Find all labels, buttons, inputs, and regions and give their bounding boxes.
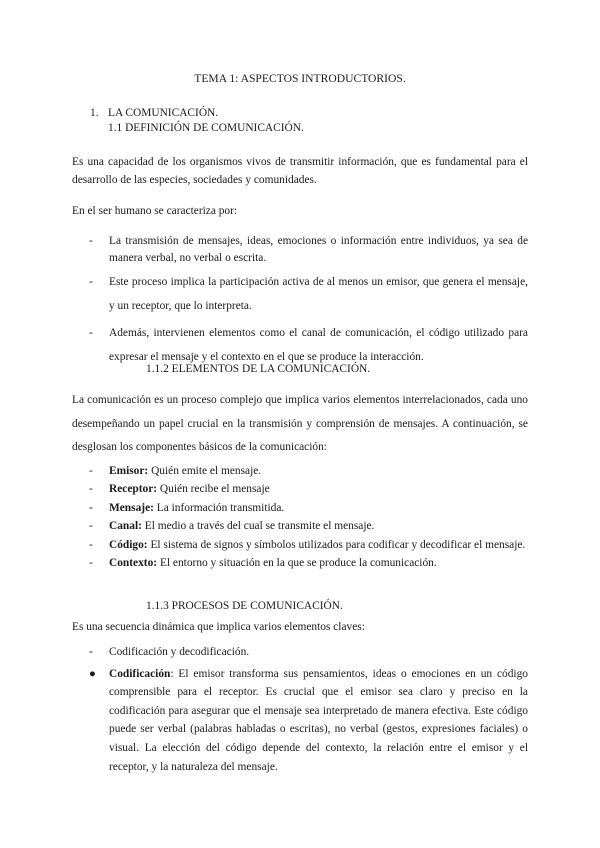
subsection-heading-elements: 1.1.2 ELEMENTOS DE LA COMUNICACIÓN. bbox=[146, 363, 371, 375]
processes-paragraph: Es una secuencia dinámica que implica varios elementos claves: bbox=[72, 621, 365, 633]
human-intro-paragraph: En el ser humano se caracteriza por: bbox=[72, 205, 238, 217]
list-item bbox=[72, 643, 528, 662]
definition-paragraph: Es una capacidad de los organismos vivos de transmitir información, que es fundamental para el desarrollo de las especies, sociedades y comunidades. bbox=[72, 156, 528, 186]
term: Codificación bbox=[109, 667, 171, 680]
list-item bbox=[72, 537, 528, 554]
definition: El sistema de signos y símbolos utilizados para codificar y decodificar el mensaje. bbox=[147, 538, 526, 551]
definition: : El emisor transforma sus pensamientos, ideas o emociones en un código comprensible para el receptor. Es crucial que el emisor sea claro y preciso en la codificación para asegurar que el mensaje sea interpretado de manera efectiva. Este código puede ser verbal (palabras habladas o escritas), no verbal (gestos, expresiones faciales) o visual. La elección del código depende del contexto, la relación entre el emisor y el receptor, y la naturaleza del mensaje. bbox=[109, 667, 528, 773]
dash-bullet: - bbox=[89, 327, 93, 339]
term: Contexto: bbox=[109, 557, 158, 570]
dash-bullet: - bbox=[89, 520, 93, 533]
list-item bbox=[72, 233, 528, 267]
elements-list bbox=[72, 463, 528, 572]
dash-bullet: - bbox=[89, 538, 93, 551]
list-item bbox=[72, 321, 528, 369]
list-item-text: Este proceso implica la participación activa de al menos un emisor, que genera el mensaje, y un receptor, que lo interpreta. bbox=[109, 276, 528, 312]
definition: La información transmitida. bbox=[153, 501, 285, 514]
term: Código: bbox=[109, 538, 148, 551]
definition: El entorno y situación en la que se produce la comunicación. bbox=[157, 557, 437, 570]
list-item bbox=[72, 463, 528, 480]
term: Canal: bbox=[109, 520, 142, 533]
dash-bullet: - bbox=[89, 501, 93, 514]
definition: Quién recibe el mensaje bbox=[157, 483, 270, 496]
list-item bbox=[72, 518, 528, 535]
dash-bullet: - bbox=[89, 557, 93, 570]
dash-bullet: - bbox=[89, 235, 93, 247]
round-bullet: ● bbox=[89, 667, 96, 680]
definition: El medio a través del cual se transmite el mensaje. bbox=[141, 520, 375, 533]
definition: Quién emite el mensaje. bbox=[148, 465, 262, 477]
term: Receptor: bbox=[109, 483, 158, 496]
list-item-text: Además, intervienen elementos como el canal de comunicación, el código utilizado para expresar el mensaje y el contexto en el que se produce la interacción. bbox=[109, 327, 528, 363]
dash-bullet: - bbox=[89, 465, 93, 477]
list-item bbox=[72, 555, 528, 572]
section-heading: LA COMUNICACIÓN. bbox=[108, 107, 219, 119]
subsection-heading-processes: 1.1.3 PROCESOS DE COMUNICACIÓN. bbox=[146, 600, 343, 612]
section-number: 1. bbox=[90, 107, 99, 119]
list-item bbox=[72, 665, 528, 777]
processes-list bbox=[72, 643, 528, 776]
term: Mensaje: bbox=[109, 501, 154, 514]
subsection-heading-definition: 1.1 DEFINICIÓN DE COMUNICACIÓN. bbox=[108, 122, 304, 134]
list-item-text: La transmisión de mensajes, ideas, emociones o información entre individuos, ya sea de manera verbal, no verbal o escrita. bbox=[109, 235, 528, 264]
definition: Codificación y decodificación. bbox=[109, 646, 250, 658]
list-item bbox=[72, 270, 528, 318]
human-characteristics-list bbox=[72, 233, 528, 369]
dash-bullet: - bbox=[89, 276, 93, 288]
list-item bbox=[72, 481, 528, 498]
dash-bullet: - bbox=[89, 483, 93, 496]
document-title: TEMA 1: ASPECTOS INTRODUCTORIOS. bbox=[194, 72, 406, 85]
term: Emisor: bbox=[109, 465, 149, 477]
dash-bullet: - bbox=[89, 646, 93, 658]
list-item bbox=[72, 500, 528, 517]
elements-paragraph: La comunicación es un proceso complejo que implica varios elementos interrelacionados, cada uno desempeñando un papel crucial en la transmisión y comprensión de mensajes. A continuación, se desglosan los componentes básicos de la comunicación: bbox=[72, 394, 528, 453]
